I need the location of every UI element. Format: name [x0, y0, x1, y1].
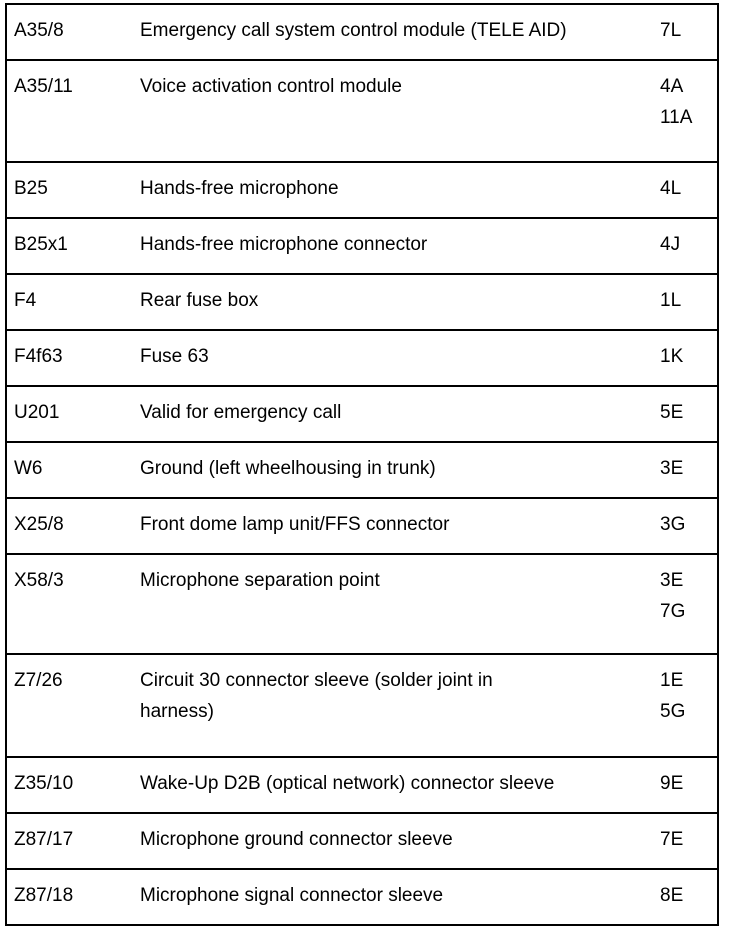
grid-location: 1E 5G	[660, 654, 718, 757]
component-code: F4	[6, 274, 134, 330]
table-row	[6, 218, 718, 274]
component-legend-table	[5, 3, 719, 926]
table-row	[6, 757, 718, 813]
component-description: Circuit 30 connector sleeve (solder joint in harness)	[134, 654, 660, 757]
table-row	[6, 330, 718, 386]
component-code: Z7/26	[6, 654, 134, 757]
component-description: Microphone signal connector sleeve	[134, 869, 660, 925]
table-row	[6, 60, 718, 162]
component-code: U201	[6, 386, 134, 442]
component-code: W6	[6, 442, 134, 498]
table-row	[6, 386, 718, 442]
grid-location: 7E	[660, 813, 718, 869]
component-description: Voice activation control module	[134, 60, 660, 162]
component-description: Microphone ground connector sleeve	[134, 813, 660, 869]
component-code: Z87/17	[6, 813, 134, 869]
component-description: Rear fuse box	[134, 274, 660, 330]
component-description: Emergency call system control module (TELE AID)	[134, 4, 660, 60]
grid-location: 4A 11A	[660, 60, 718, 162]
grid-location: 9E	[660, 757, 718, 813]
component-description: Wake-Up D2B (optical network) connector sleeve	[134, 757, 660, 813]
grid-location: 4J	[660, 218, 718, 274]
table-row	[6, 554, 718, 654]
table-row	[6, 498, 718, 554]
component-code: B25	[6, 162, 134, 218]
grid-location: 8E	[660, 869, 718, 925]
grid-location: 3G	[660, 498, 718, 554]
component-description: Hands-free microphone	[134, 162, 660, 218]
table-row	[6, 869, 718, 925]
component-description: Valid for emergency call	[134, 386, 660, 442]
grid-location: 3E	[660, 442, 718, 498]
component-code: F4f63	[6, 330, 134, 386]
table-row	[6, 4, 718, 60]
component-description: Hands-free microphone connector	[134, 218, 660, 274]
component-code: Z87/18	[6, 869, 134, 925]
grid-location: 5E	[660, 386, 718, 442]
component-description: Microphone separation point	[134, 554, 660, 654]
component-code: A35/8	[6, 4, 134, 60]
grid-location: 4L	[660, 162, 718, 218]
component-code: B25x1	[6, 218, 134, 274]
component-description: Fuse 63	[134, 330, 660, 386]
component-code: X25/8	[6, 498, 134, 554]
component-code: A35/11	[6, 60, 134, 162]
grid-location: 1L	[660, 274, 718, 330]
component-code: X58/3	[6, 554, 134, 654]
table-row	[6, 654, 718, 757]
table-row	[6, 274, 718, 330]
table-row	[6, 162, 718, 218]
component-code: Z35/10	[6, 757, 134, 813]
component-description: Ground (left wheelhousing in trunk)	[134, 442, 660, 498]
table-row	[6, 442, 718, 498]
grid-location: 3E 7G	[660, 554, 718, 654]
grid-location: 7L	[660, 4, 718, 60]
component-description: Front dome lamp unit/FFS connector	[134, 498, 660, 554]
grid-location: 1K	[660, 330, 718, 386]
table-row	[6, 813, 718, 869]
